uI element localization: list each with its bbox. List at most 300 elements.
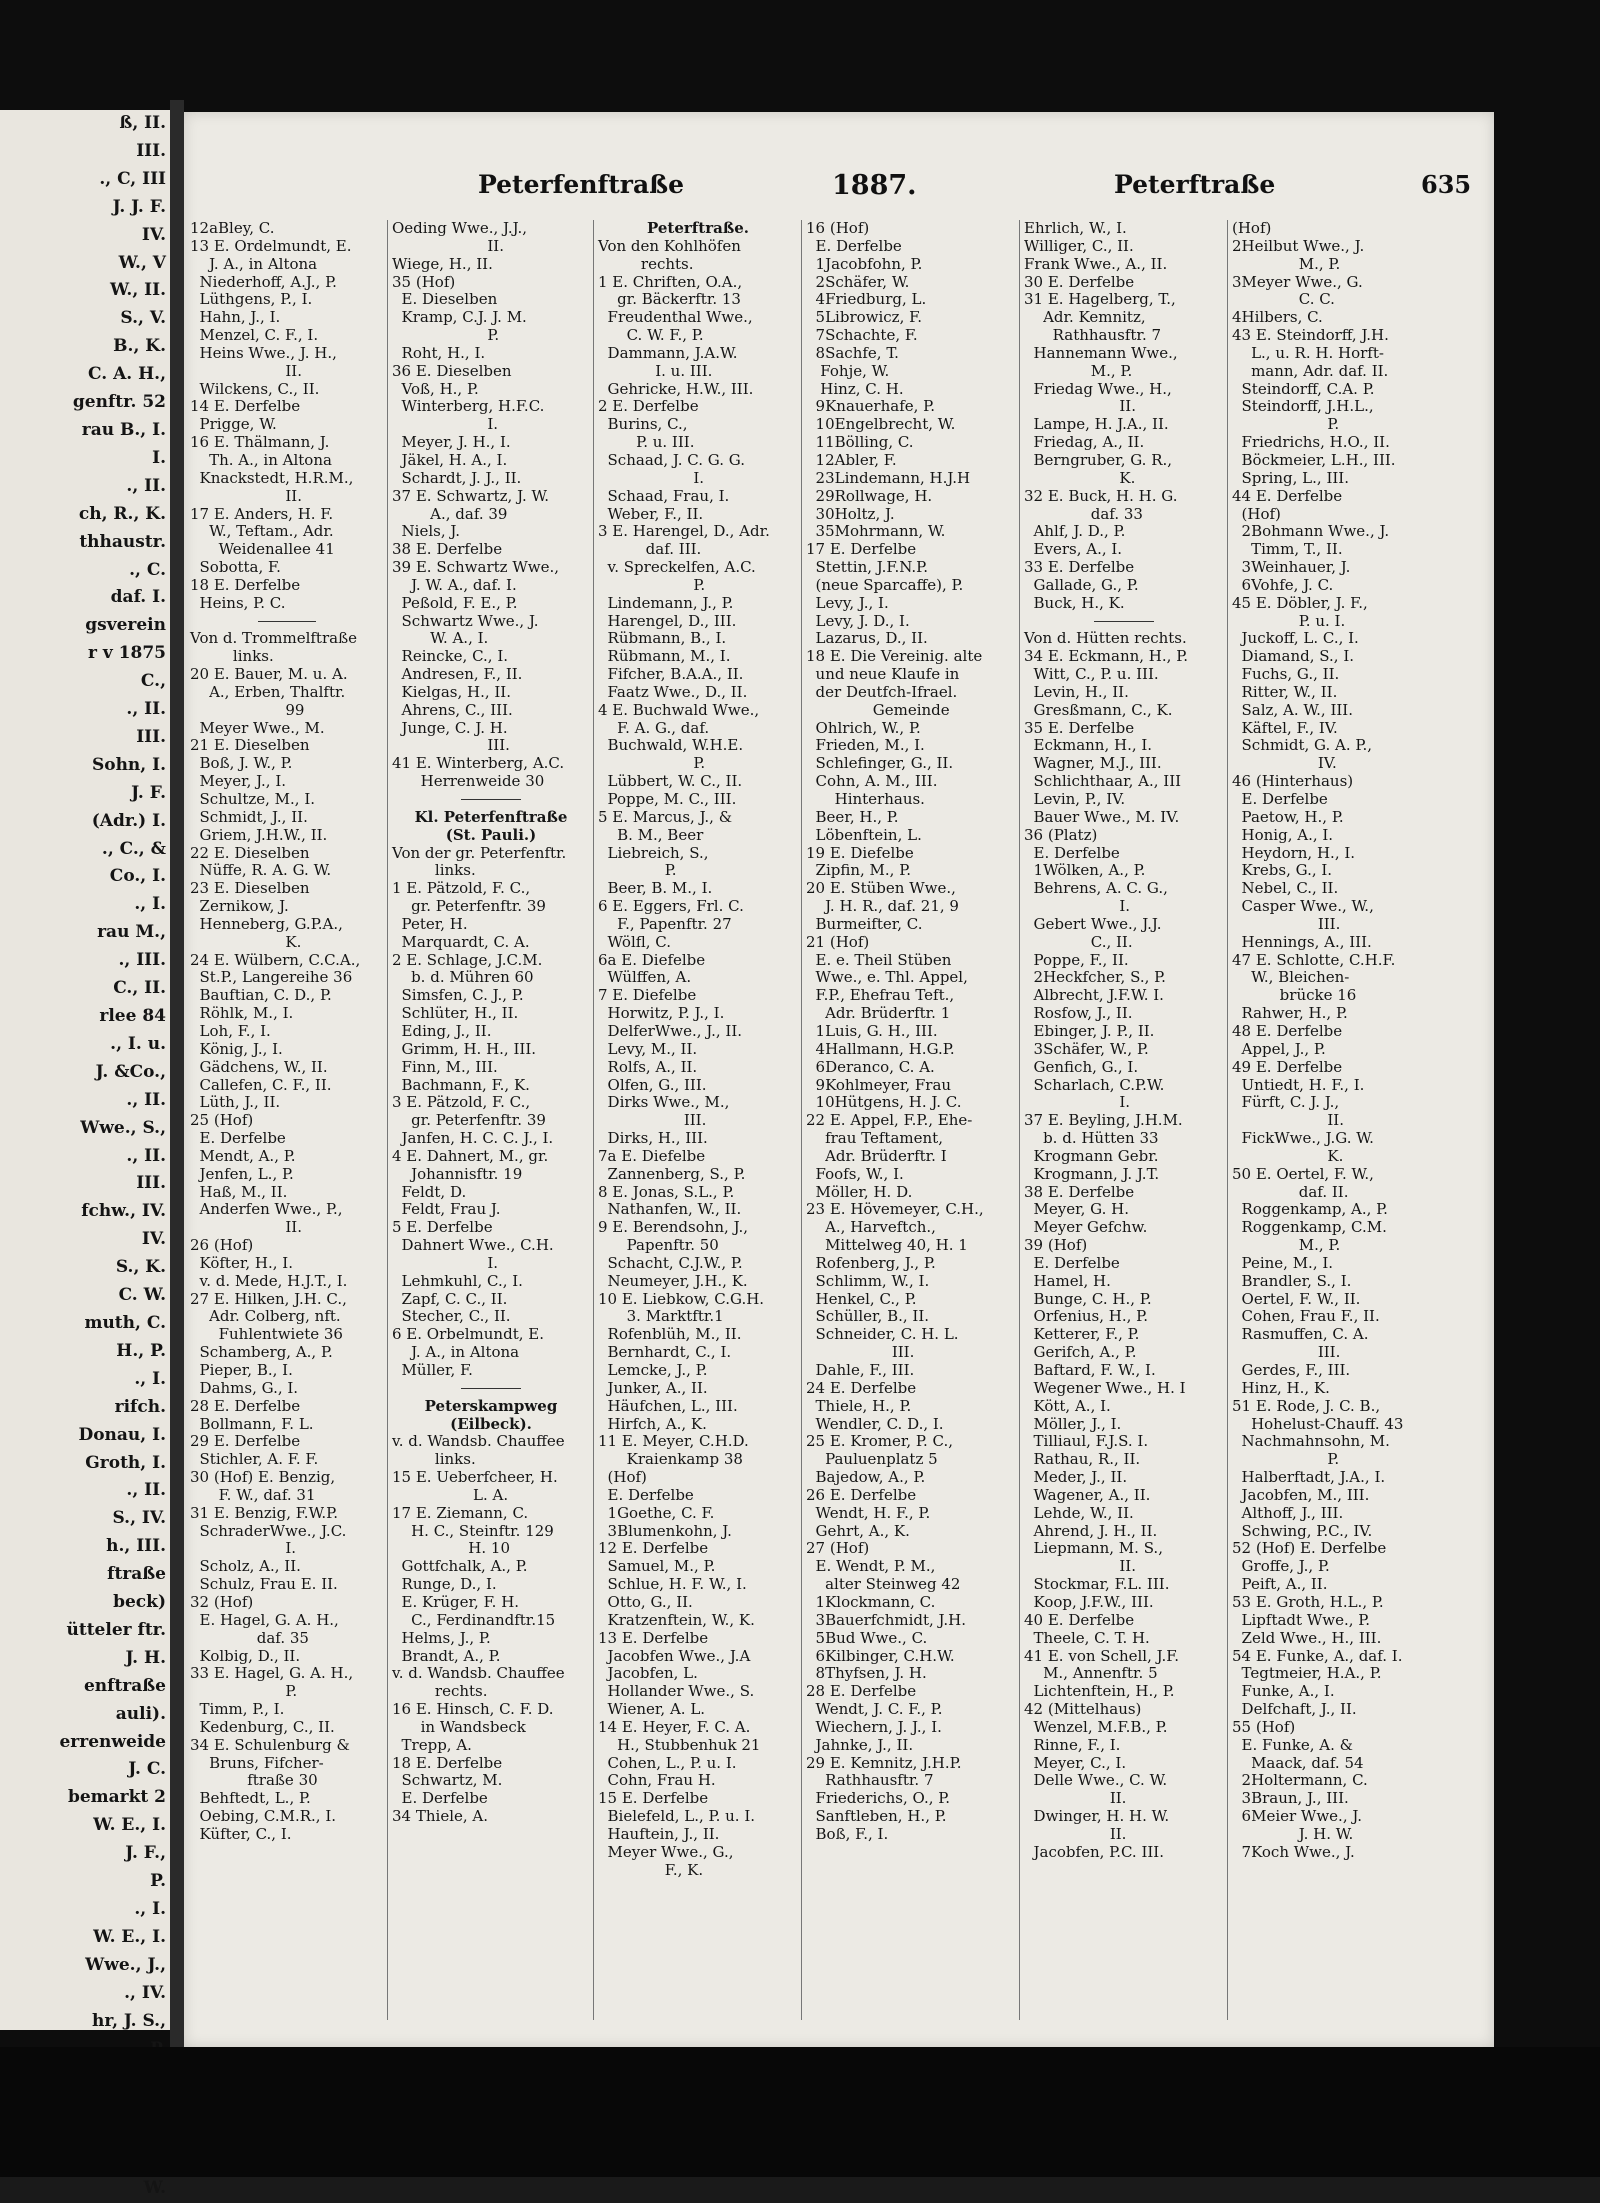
directory-entry: 8 E. Jonas, S.L., P.: [598, 1182, 735, 1201]
directory-entry: Anderfen Wwe., P.,: [190, 1200, 343, 1219]
directory-entry: 12Abler, F.: [806, 450, 897, 469]
directory-entry: III.: [392, 736, 510, 755]
directory-entry: Hollander Wwe., S.: [598, 1682, 755, 1701]
directory-entry: 3Blumenkohn, J.: [598, 1521, 732, 1540]
directory-entry: M., Annenftr. 5: [1024, 1664, 1158, 1683]
directory-entry: Möller, H. D.: [806, 1182, 913, 1201]
directory-entry: 33 E. Hagel, G. A. H.,: [190, 1664, 354, 1683]
directory-entry: Oebing, C.M.R., I.: [190, 1807, 337, 1826]
directory-entry: Mittelweg 40, H. 1: [806, 1236, 968, 1255]
left-page-line: rlee 84: [99, 1006, 166, 1026]
left-page-line: C. W.: [118, 1285, 166, 1306]
directory-entry: Lehmkuhl, C., I.: [392, 1271, 523, 1290]
directory-entry: Beer, B. M., I.: [598, 879, 713, 898]
directory-entry: daf. III.: [598, 540, 702, 559]
directory-entry: Roht, H., I.: [392, 343, 486, 362]
directory-entry: II.: [1024, 1789, 1127, 1808]
directory-entry: Neumeyer, J.H., K.: [598, 1271, 748, 1290]
directory-entry: J. A., in Altona: [190, 254, 318, 273]
left-page-line: ß, II.: [119, 113, 166, 133]
directory-entry: Untiedt, H. F., I.: [1232, 1075, 1365, 1094]
directory-column-6: [1232, 220, 1432, 2030]
directory-entry: Rasmuffen, C. A.: [1232, 1325, 1369, 1344]
directory-entry: Foofs, W., I.: [806, 1164, 904, 1183]
directory-column-3: [598, 220, 798, 2030]
directory-entry: Dahms, G., I.: [190, 1378, 299, 1397]
directory-entry: 7 E. Diefelbe: [598, 986, 697, 1005]
left-page-line: IV.: [141, 1229, 166, 1250]
directory-entry: Hennings, A., III.: [1232, 932, 1372, 951]
directory-entry: Frank Wwe., A., II.: [1024, 254, 1168, 273]
left-page-line: fchw., IV.: [81, 1201, 166, 1222]
directory-entry: 24 E. Wülbern, C.C.A.,: [190, 950, 361, 969]
left-page-line: ., I. u.: [110, 1033, 166, 1054]
directory-entry: Bauftian, C. D., P.: [190, 986, 332, 1005]
directory-entry: 10 E. Liebkow, C.G.H.: [598, 1289, 765, 1308]
directory-entry: F. A. G., daf.: [598, 718, 710, 737]
left-page-line: B., K.: [113, 336, 166, 357]
directory-entry: Evers, A., I.: [1024, 540, 1123, 559]
directory-entry: Paetow, H., P.: [1232, 807, 1344, 826]
directory-entry: E. Hagel, G. A. H.,: [190, 1610, 339, 1629]
directory-entry: Orfenius, H., P.: [1024, 1307, 1148, 1326]
directory-entry: 2Heilbut Wwe., J.: [1232, 236, 1365, 255]
directory-entry: Boß, F., I.: [806, 1824, 889, 1843]
directory-entry: Bruns, Fifcher-: [190, 1753, 324, 1772]
directory-entry: Heins, P. C.: [190, 593, 286, 612]
directory-entry: Schulz, Frau E. II.: [190, 1575, 338, 1594]
directory-entry: Hamel, H.: [1024, 1271, 1111, 1290]
directory-entry: Horwitz, P. J., I.: [598, 1004, 725, 1023]
directory-entry: Nachmahnsohn, M.: [1232, 1432, 1390, 1451]
directory-entry: 25 (Hof): [190, 1111, 254, 1130]
directory-entry: I. u. III.: [598, 361, 713, 380]
directory-entry: L., u. R. H. Horft-: [1232, 343, 1384, 362]
directory-entry: Roggenkamp, A., P.: [1232, 1200, 1388, 1219]
directory-entry: Schaad, Frau, I.: [598, 486, 730, 505]
directory-entry: 14 E. Derfelbe: [190, 397, 301, 416]
left-page-line: Co., I.: [109, 866, 166, 887]
directory-entry: 50 E. Oertel, F. W.,: [1232, 1164, 1374, 1183]
directory-entry: Wagner, M.J., III.: [1024, 754, 1162, 773]
directory-entry: Sanftleben, H., P.: [806, 1807, 947, 1826]
left-page-line: C., II.: [113, 978, 166, 999]
directory-entry: 41 E. von Schell, J.F.: [1024, 1646, 1180, 1665]
directory-entry: Gerifch, A., P.: [1024, 1343, 1137, 1362]
directory-entry: 26 E. Derfelbe: [806, 1485, 917, 1504]
directory-entry: 12aBley, C.: [190, 219, 275, 237]
directory-entry: Papenftr. 50: [598, 1236, 719, 1255]
directory-entry: links.: [190, 647, 274, 666]
directory-entry: Kedenburg, C., II.: [190, 1717, 335, 1736]
directory-entry: Meyer Gefchw.: [1024, 1218, 1148, 1237]
directory-entry: Albrecht, J.F.W. I.: [1024, 986, 1164, 1005]
directory-entry: Helms, J., P.: [392, 1628, 491, 1647]
directory-entry: 43 E. Steindorff, J.H.: [1232, 326, 1389, 345]
directory-entry: Schmidt, G. A. P.,: [1232, 736, 1373, 755]
directory-entry: Hauftein, J., II.: [598, 1824, 720, 1843]
left-page-line: h., III.: [106, 1536, 166, 1557]
directory-entry: 29Rollwage, H.: [806, 486, 933, 505]
directory-entry: 13 E. Ordelmundt, E.: [190, 236, 352, 255]
directory-entry: Ahrens, C., III.: [392, 700, 513, 719]
directory-entry: Eding, J., II.: [392, 1021, 492, 1040]
directory-entry: ftraße 30: [190, 1771, 318, 1790]
directory-entry: Löbenftein, L.: [806, 825, 922, 844]
directory-entry: 23Lindemann, H.J.H: [806, 468, 971, 487]
directory-entry: Oertel, F. W., II.: [1232, 1289, 1361, 1308]
directory-entry: Maack, daf. 54: [1232, 1753, 1364, 1772]
directory-entry: P.: [1232, 1450, 1340, 1469]
left-page-line: Wwe., S.,: [80, 1117, 166, 1138]
directory-entry: Burins, C.,: [598, 415, 688, 434]
left-page-line: III.: [136, 726, 166, 747]
left-page-line: III.: [136, 140, 166, 161]
directory-entry: W., Teftam., Adr.: [190, 522, 334, 541]
directory-entry: Von den Kohlhöfen: [598, 236, 741, 255]
directory-entry: Schaad, J. C. G. G.: [598, 450, 745, 469]
directory-entry: Buchwald, W.H.E.: [598, 736, 744, 755]
directory-entry: Wenzel, M.F.B., P.: [1024, 1717, 1168, 1736]
directory-entry: Krogmann Gebr.: [1024, 1146, 1159, 1165]
directory-entry: Gehrt, A., K.: [806, 1521, 910, 1540]
directory-entry: Ohlrich, W., P.: [806, 718, 921, 737]
directory-entry: Zannenberg, S., P.: [598, 1164, 746, 1183]
directory-entry: Schultze, M., I.: [190, 790, 316, 808]
directory-entry: Koop, J.F.W., III.: [1024, 1592, 1154, 1611]
directory-entry: 3Braun, J., III.: [1232, 1789, 1349, 1808]
directory-entry: Adr. Kemnitz,: [1024, 308, 1146, 327]
directory-entry: Wiener, A. L.: [598, 1700, 706, 1719]
directory-entry: Jacobfen, P.C. III.: [1024, 1842, 1164, 1861]
directory-entry: Delle Wwe., C. W.: [1024, 1771, 1168, 1790]
directory-entry: P.: [190, 1682, 298, 1701]
left-page-line: J. H.: [125, 1647, 166, 1668]
left-page-line: beck): [113, 1592, 166, 1613]
directory-entry: 10Hütgens, H. J. C.: [806, 1093, 962, 1112]
directory-entry: Bauer Wwe., M. IV.: [1024, 807, 1180, 826]
directory-entry: P.: [598, 754, 706, 773]
directory-entry: Voß, H., P.: [392, 379, 479, 398]
directory-entry: Liebreich, S.,: [598, 843, 709, 862]
directory-entry: König, J., I.: [190, 1039, 283, 1058]
directory-entry: E. Derfelbe: [598, 1485, 694, 1504]
directory-entry: Salz, A. W., III.: [1232, 700, 1354, 719]
left-page-line: W. E., I.: [93, 1815, 166, 1836]
directory-entry: Böckmeier, L.H., III.: [1232, 450, 1396, 469]
directory-entry: Mendt, A., P.: [190, 1146, 296, 1165]
directory-entry: M., P.: [1232, 1236, 1341, 1255]
directory-entry: Simsfen, C. J., P.: [392, 986, 524, 1005]
directory-entry: Adr. Brüderftr. 1: [806, 1004, 951, 1023]
directory-entry: Meyer Wwe., M.: [190, 718, 325, 737]
directory-entry: 29 E. Kemnitz, J.H.P.: [806, 1753, 962, 1772]
directory-entry: 31 E. Hagelberg, T.,: [1024, 290, 1176, 309]
directory-entry: 35 (Hof): [392, 272, 456, 291]
directory-entry: 3 E. Harengel, D., Adr.: [598, 522, 770, 541]
directory-entry: Janfen, H. C. C. J., I.: [392, 1129, 554, 1148]
directory-entry: Junge, C. J. H.: [392, 718, 508, 737]
directory-entry: Junker, A., II.: [598, 1378, 708, 1397]
directory-entry: Henneberg, G.P.A.,: [190, 914, 343, 933]
directory-entry: Schmidt, J., II.: [190, 807, 308, 826]
directory-entry: 5 E. Marcus, J., &: [598, 807, 733, 826]
directory-entry: 16 (Hof): [806, 219, 870, 237]
directory-entry: 4 E. Buchwald Wwe.,: [598, 700, 760, 719]
directory-entry: Steindorff, C.A. P.: [1232, 379, 1375, 398]
directory-column-2: [392, 220, 590, 2030]
left-page-line: enftraße: [83, 1675, 166, 1696]
directory-entry: Heydorn, H., I.: [1232, 843, 1356, 862]
directory-entry: Knackstedt, H.R.M.,: [190, 468, 354, 487]
directory-entry: 37 E. Schwartz, J. W.: [392, 486, 550, 505]
directory-entry: Schardt, J. J., II.: [392, 468, 522, 487]
directory-entry: 3Schäfer, W., P.: [1024, 1039, 1149, 1058]
directory-entry: A., daf. 39: [392, 504, 508, 523]
directory-entry: in Wandsbeck: [392, 1717, 526, 1736]
left-page-line: IV.: [141, 224, 166, 245]
directory-entry: Levy, M., II.: [598, 1039, 698, 1058]
left-page-line: S., K.: [115, 1257, 166, 1278]
directory-entry: II.: [190, 1218, 302, 1237]
directory-entry: 5Librowicz, F.: [806, 308, 922, 327]
directory-entry: III.: [1232, 1343, 1341, 1362]
directory-entry: 16 E. Thälmann, J.: [190, 433, 330, 452]
directory-entry: Gallade, G., P.: [1024, 575, 1139, 594]
directory-entry: B. M., Beer: [598, 825, 704, 844]
directory-entry: C., II.: [1024, 932, 1133, 951]
directory-entry: 19 E. Diefelbe: [806, 843, 914, 862]
left-page-line: W.: [143, 2178, 166, 2199]
left-page-line: J. F.,: [125, 1843, 166, 1864]
left-page-line: ., C.: [129, 559, 166, 580]
directory-entry: Schüller, B., II.: [806, 1307, 930, 1326]
directory-entry: II.: [1232, 1111, 1344, 1130]
directory-entry: III.: [1232, 914, 1341, 933]
directory-entry: links.: [392, 1450, 476, 1469]
directory-entry: P. u. III.: [598, 433, 695, 452]
directory-entry: mann, Adr. daf. II.: [1232, 361, 1389, 380]
directory-entry: Freudenthal Wwe.,: [598, 308, 753, 327]
directory-entry: 99: [190, 700, 305, 719]
directory-entry: Burmeifter, C.: [806, 914, 923, 933]
directory-entry: v. d. Mede, H.J.T., I.: [190, 1271, 348, 1290]
directory-entry: E. Funke, A. &: [1232, 1735, 1353, 1754]
directory-entry: Frieden, M., I.: [806, 736, 925, 755]
directory-entry: 15 E. Ueberfcheer, H.: [392, 1468, 558, 1487]
directory-entry: E. Derfelbe: [392, 1789, 488, 1808]
section-rule: [1024, 613, 1224, 631]
directory-entry: Beer, H., P.: [806, 807, 899, 826]
directory-entry: Schwartz Wwe., J.: [392, 611, 539, 630]
directory-entry: Wwe., e. Thl. Appel,: [806, 968, 968, 987]
directory-entry: 54 E. Funke, A., daf. I.: [1232, 1646, 1403, 1665]
directory-entry: W. A., I.: [392, 629, 489, 648]
directory-entry: II.: [392, 236, 504, 255]
directory-entry: b. d. Mühren 60: [392, 968, 534, 987]
directory-entry: Lindemann, J., P.: [598, 593, 734, 612]
left-street-title: Peterfenftraße: [478, 170, 685, 199]
directory-entry: Johannisftr. 19: [392, 1164, 523, 1183]
directory-entry: Meyer, C., I.: [1024, 1753, 1127, 1772]
directory-entry: Witt, C., P. u. III.: [1024, 665, 1159, 684]
directory-entry: brücke 16: [1232, 986, 1357, 1005]
directory-entry: Wendt, H. F., P.: [806, 1503, 931, 1522]
directory-entry: Ahrend, J. H., II.: [1024, 1521, 1158, 1540]
directory-entry: Bielefeld, L., P. u. I.: [598, 1807, 756, 1826]
directory-entry: Rolfs, A., II.: [598, 1057, 698, 1076]
directory-entry: 11 E. Meyer, C.H.D.: [598, 1432, 749, 1451]
directory-entry: Lampe, H. J.A., II.: [1024, 415, 1169, 434]
year-title: 1887.: [832, 170, 917, 201]
directory-entry: Kött, A., I.: [1024, 1396, 1111, 1415]
directory-entry: daf. 33: [1024, 504, 1143, 523]
directory-entry: Hirfch, A., K.: [598, 1414, 707, 1433]
directory-entry: Schamberg, A., P.: [190, 1343, 333, 1362]
directory-entry: H., Stubbenhuk 21: [598, 1735, 761, 1754]
directory-entry: Dirks, H., III.: [598, 1129, 708, 1148]
directory-column-4: [806, 220, 1016, 2030]
directory-entry: P.: [392, 326, 500, 345]
directory-entry: Grimm, H. H., III.: [392, 1039, 537, 1058]
left-page-line: auli).: [115, 1703, 166, 1724]
directory-entry: K.: [190, 932, 302, 951]
directory-entry: DelferWwe., J., II.: [598, 1021, 743, 1040]
directory-entry: 27 E. Hilken, J.H. C.,: [190, 1289, 347, 1308]
directory-entry: Kolbig, D., II.: [190, 1646, 301, 1665]
directory-entry: Lipftadt Wwe., P.: [1232, 1610, 1371, 1629]
directory-entry: 3Bauerfchmidt, J.H.: [806, 1610, 967, 1629]
directory-entry: Wagener, A., II.: [1024, 1485, 1151, 1504]
directory-entry: Hohelust-Chauff. 43: [1232, 1414, 1404, 1433]
directory-entry: 1Klockmann, C.: [806, 1592, 936, 1611]
directory-entry: Meyer, G. H.: [1024, 1200, 1130, 1219]
directory-entry: III.: [598, 1111, 707, 1130]
left-page-line: III.: [136, 1173, 166, 1194]
left-page-line: ., III.: [118, 950, 166, 971]
directory-entry: Levy, J. D., I.: [806, 611, 910, 630]
directory-entry: 9Kohlmeyer, Frau: [806, 1075, 952, 1094]
directory-entry: Genfich, G., I.: [1024, 1057, 1139, 1076]
directory-entry: 17 E. Ziemann, C.: [392, 1503, 529, 1522]
directory-entry: Bajedow, A., P.: [806, 1468, 926, 1487]
directory-entry: Tegtmeier, H.A., P.: [1232, 1664, 1382, 1683]
directory-entry: 7a E. Diefelbe: [598, 1146, 706, 1165]
directory-column-1: [190, 220, 384, 2030]
directory-entry: SchraderWwe., J.C.: [190, 1521, 347, 1540]
directory-entry: daf. 35: [190, 1628, 309, 1647]
directory-entry: Eckmann, H., I.: [1024, 736, 1153, 755]
directory-entry: F., Papenftr. 27: [598, 914, 732, 933]
directory-entry: v. d. Wandsb. Chauffee: [392, 1664, 565, 1683]
directory-entry: 6 E. Eggers, Frl. C.: [598, 897, 744, 916]
directory-entry: Röhlk, M., I.: [190, 1004, 294, 1023]
directory-entry: Faatz Wwe., D., II.: [598, 682, 748, 701]
directory-entry: II.: [1024, 1557, 1136, 1576]
directory-entry: 32 (Hof): [190, 1592, 254, 1611]
directory-entry: 26 (Hof): [190, 1236, 254, 1255]
directory-entry: Schlüter, H., II.: [392, 1004, 519, 1023]
directory-entry: Wiege, H., II.: [392, 254, 493, 273]
directory-entry: Weidenallee 41: [190, 540, 335, 559]
directory-entry: Häufchen, L., III.: [598, 1396, 738, 1415]
directory-entry: Friedag Wwe., H.,: [1024, 379, 1172, 398]
directory-entry: gr. Bäckerftr. 13: [598, 290, 741, 309]
directory-entry: Olfen, G., III.: [598, 1075, 707, 1094]
directory-entry: Th. A., in Altona: [190, 450, 332, 469]
directory-entry: Niederhoff, A.J., P.: [190, 272, 337, 291]
directory-entry: 4 E. Dahnert, M., gr.: [392, 1146, 549, 1165]
left-page-line: gsverein: [85, 615, 166, 636]
directory-entry: 34 Thiele, A.: [392, 1807, 489, 1826]
directory-entry: 15 E. Derfelbe: [598, 1789, 709, 1808]
directory-entry: 29 E. Derfelbe: [190, 1432, 301, 1451]
directory-entry: Bachmann, F., K.: [392, 1075, 530, 1094]
directory-entry: 10Engelbrecht, W.: [806, 415, 956, 434]
column-divider: [1227, 220, 1228, 2020]
directory-entry: 1Goethe, C. F.: [598, 1503, 715, 1522]
directory-entry: Weber, F., II.: [598, 504, 704, 523]
directory-entry: Küfter, C., I.: [190, 1824, 292, 1843]
directory-entry: Feldt, Frau J.: [392, 1200, 501, 1219]
directory-entry: 22 E. Dieselben: [190, 843, 310, 862]
directory-entry: 18 E. Derfelbe: [190, 575, 301, 594]
directory-entry: 45 E. Döbler, J. F.,: [1232, 593, 1368, 612]
directory-entry: Rofenblüh, M., II.: [598, 1325, 742, 1344]
directory-entry: alter Steinweg 42: [806, 1575, 961, 1594]
left-page-line: bemarkt 2: [67, 1787, 166, 1808]
directory-entry: Rübmann, B., I.: [598, 629, 727, 648]
directory-entry: Peift, A., II.: [1232, 1575, 1328, 1594]
directory-entry: Halberftadt, J.A., I.: [1232, 1468, 1386, 1487]
directory-entry: II.: [1024, 1824, 1127, 1843]
directory-entry: 25 E. Kromer, P. C.,: [806, 1432, 953, 1451]
left-page-line: C. A. H.,: [88, 364, 166, 385]
directory-entry: 36 (Platz): [1024, 825, 1098, 844]
directory-entry: Reincke, C., I.: [392, 647, 509, 666]
directory-entry: 28 E. Derfelbe: [806, 1682, 917, 1701]
directory-entry: Brandt, A., P.: [392, 1646, 501, 1665]
directory-entry: 11Bölling, C.: [806, 433, 914, 452]
directory-entry: 28 E. Derfelbe: [190, 1396, 301, 1415]
directory-entry: 16 E. Hinsch, C. F. D.: [392, 1700, 554, 1719]
page-number: 635: [1421, 170, 1472, 199]
directory-entry: gr. Peterfenftr. 39: [392, 897, 546, 916]
directory-entry: 1Wölken, A., P.: [1024, 861, 1146, 880]
directory-entry: Gehricke, H.W., III.: [598, 379, 754, 398]
directory-entry: 1 E. Pätzold, F. C.,: [392, 879, 531, 898]
directory-entry: Meyer, J., I.: [190, 772, 287, 791]
directory-entry: I.: [392, 1253, 499, 1272]
directory-entry: Brandler, S., I.: [1232, 1271, 1352, 1290]
left-page-line: rifch.: [114, 1396, 166, 1417]
directory-entry: Jacobfen Wwe., J.A: [598, 1646, 751, 1665]
directory-entry: Lichtenftein, H., P.: [1024, 1682, 1175, 1701]
directory-entry: Cohn, A. M., III.: [806, 772, 938, 791]
directory-entry: Krogmann, J. J.T.: [1024, 1164, 1160, 1183]
directory-entry: Honig, A., I.: [1232, 825, 1334, 844]
left-page-line: ., II.: [126, 475, 166, 496]
directory-entry: Peßold, F. E., P.: [392, 593, 518, 612]
directory-entry: E. e. Theil Stüben: [806, 950, 952, 969]
directory-entry: 34 E. Eckmann, H., P.: [1024, 647, 1189, 666]
directory-entry: M., P.: [1232, 254, 1341, 273]
directory-entry: Von d. Hütten rechts.: [1024, 629, 1187, 648]
directory-entry: 1Luis, G. H., III.: [806, 1021, 938, 1040]
directory-entry: Schneider, C. H. L.: [806, 1325, 959, 1344]
directory-entry: Griem, J.H.W., II.: [190, 825, 328, 844]
directory-entry: und neue Klaufe in: [806, 665, 960, 684]
